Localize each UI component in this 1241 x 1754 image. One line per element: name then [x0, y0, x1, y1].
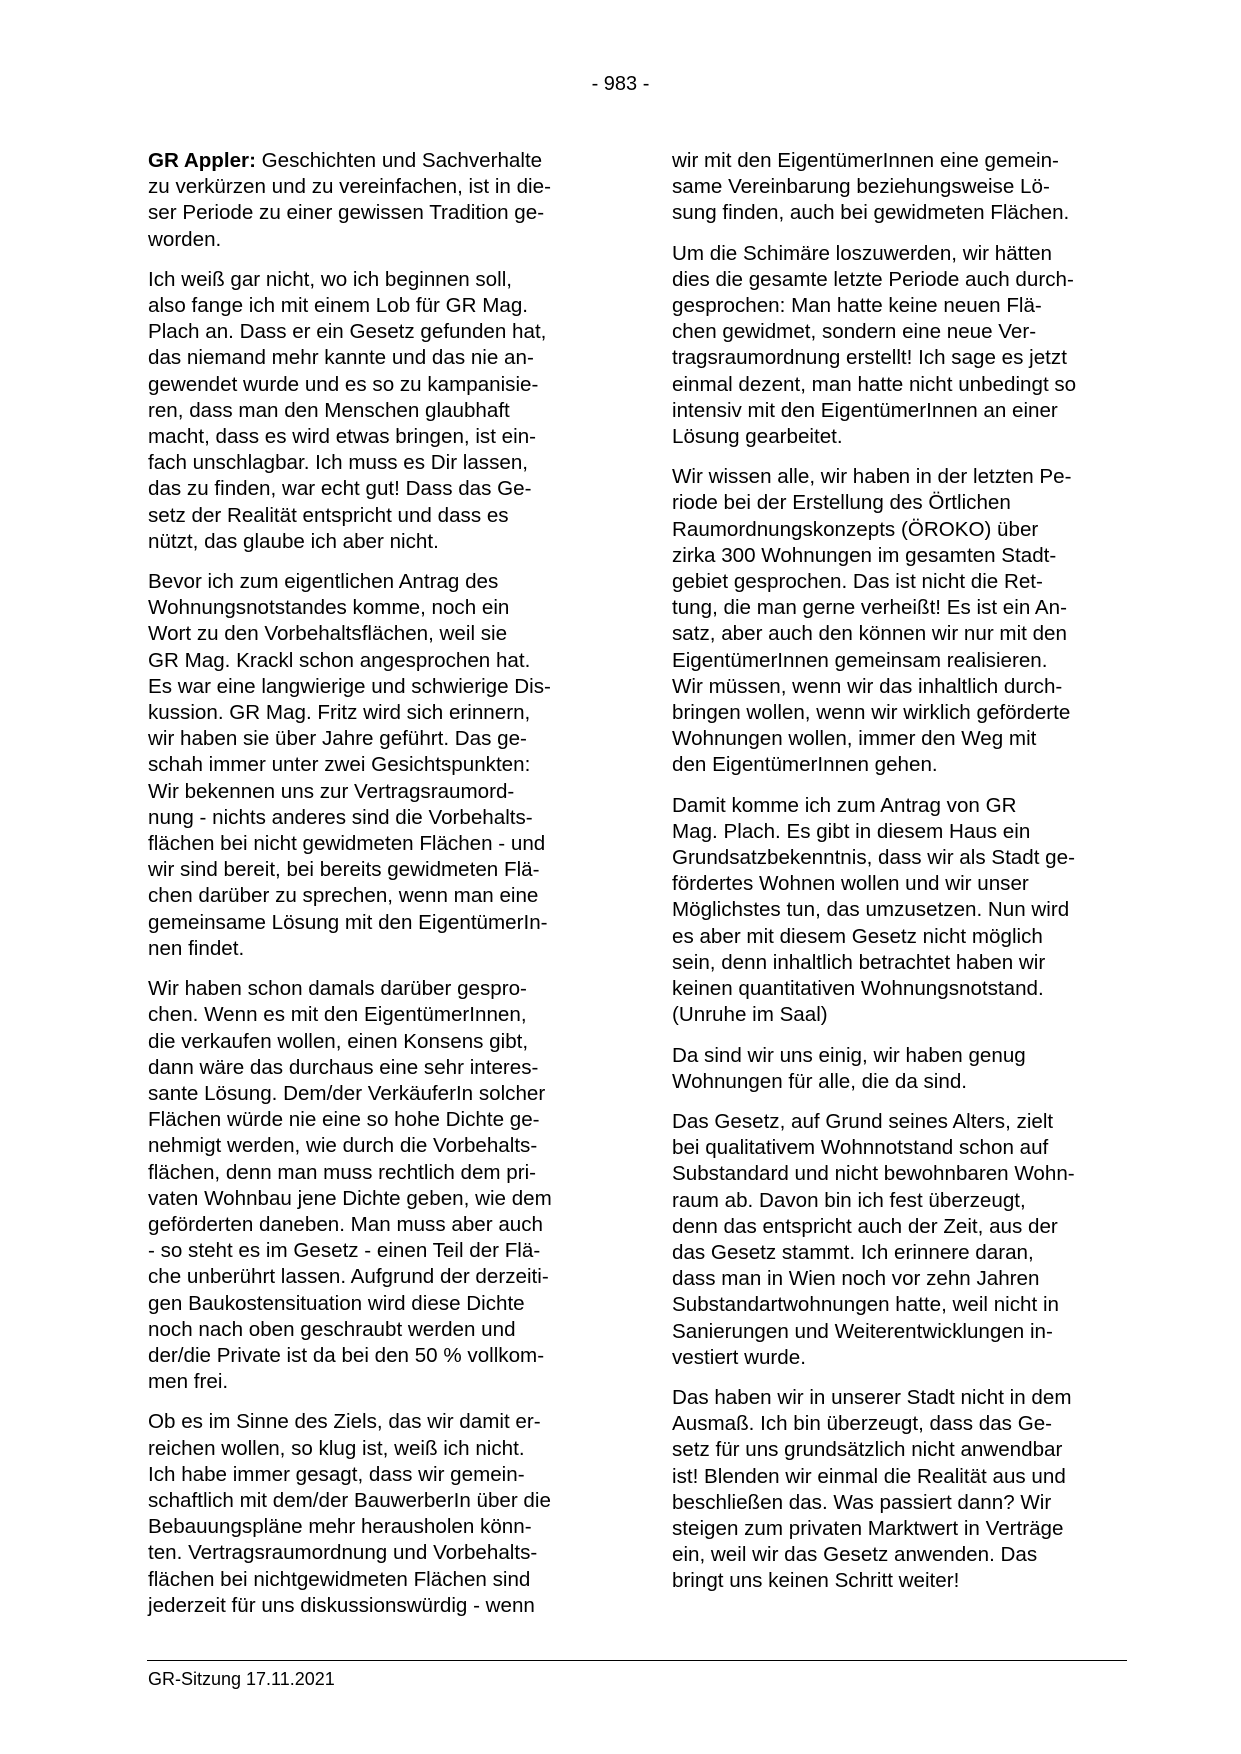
text-line: Mag. Plach. Es gibt in diesem Haus ein	[672, 819, 1031, 843]
text-line: intensiv mit den EigentümerInnen an einer	[672, 398, 1058, 422]
text-line: flächen bei nichtgewidmeten Flächen sind	[148, 1567, 531, 1591]
paragraph	[672, 148, 1132, 227]
text-line: bei qualitativem Wohnnotstand schon auf	[672, 1136, 1049, 1160]
text-line: Wir müssen, wenn wir das inhaltlich durch-	[672, 674, 1063, 698]
text-line: nützt, das glaube ich aber nicht.	[148, 529, 439, 553]
text-line: Wohnungsnotstandes komme, noch ein	[148, 596, 510, 620]
text-line: sung finden, auch bei gewidmeten Flächen.	[672, 201, 1070, 225]
text-line: der/die Private ist da bei den 50 % vollkom-	[148, 1343, 545, 1367]
paragraph	[672, 1043, 1132, 1095]
text-line: vestiert wurde.	[672, 1345, 806, 1369]
text-line: (Unruhe im Saal)	[672, 1003, 828, 1027]
text-line: Ich habe immer gesagt, dass wir gemein-	[148, 1462, 525, 1486]
text-line: das zu finden, war echt gut! Dass das Ge-	[148, 477, 532, 501]
paragraph	[148, 1409, 608, 1619]
text-line: worden.	[148, 227, 222, 251]
text-line-rest: Geschichten und Sachverhalte	[255, 149, 543, 172]
text-line: riode bei der Erstellung des Örtlichen	[672, 491, 1011, 515]
text-line: Wir wissen alle, wir haben in der letzten Pe-	[672, 465, 1072, 489]
text-line: gebiet gesprochen. Das ist nicht die Ret-	[672, 570, 1043, 594]
text-line: Wohnungen für alle, die da sind.	[672, 1069, 967, 1093]
text-line: wir haben sie über Jahre geführt. Das ge-	[148, 727, 527, 751]
paragraph	[672, 1385, 1132, 1595]
text-line: dies die gesamte letzte Periode auch durch-	[672, 267, 1074, 291]
text-line: Um die Schimäre loszuwerden, wir hätten	[672, 241, 1052, 265]
text-line: Möglichstes tun, das umzusetzen. Nun wird	[672, 898, 1070, 922]
text-line: Grundsatzbekenntnis, dass wir als Stadt ge-	[672, 846, 1075, 870]
text-line: setz der Realität entspricht und dass es	[148, 503, 509, 527]
text-line: Damit komme ich zum Antrag von GR	[672, 793, 1017, 817]
text-line: vaten Wohnbau jene Dichte geben, wie dem	[148, 1186, 552, 1210]
paragraph	[672, 241, 1132, 451]
text-line: kussion. GR Mag. Fritz wird sich erinnern,	[148, 701, 531, 725]
text-line: es aber mit diesem Gesetz nicht möglich	[672, 924, 1043, 948]
text-line: Das haben wir in unserer Stadt nicht in dem	[672, 1385, 1072, 1409]
text-line: flächen bei nicht gewidmeten Flächen - und	[148, 832, 546, 856]
text-line: Lösung gearbeitet.	[672, 425, 843, 449]
text-line: bringt uns keinen Schritt weiter!	[672, 1569, 960, 1593]
text-line: noch nach oben geschraubt werden und	[148, 1317, 516, 1341]
text-line: Wir haben schon damals darüber gespro-	[148, 977, 527, 1001]
text-line: tung, die man gerne verheißt! Es ist ein An-	[672, 596, 1067, 620]
paragraph	[672, 464, 1132, 778]
text-line: nung - nichts anderes sind die Vorbehalts-	[148, 805, 533, 829]
text-line: nen findet.	[148, 936, 245, 960]
text-line: schah immer unter zwei Gesichtspunkten:	[148, 753, 531, 777]
text-line: raum ab. Davon bin ich fest überzeugt,	[672, 1188, 1026, 1212]
text-line: Raumordnungskonzepts (ÖROKO) über	[672, 517, 1039, 541]
text-line: das niemand mehr kannte und das nie an-	[148, 346, 534, 370]
text-line: same Vereinbarung beziehungsweise Lö-	[672, 175, 1050, 199]
text-line: Wohnungen wollen, immer den Weg mit	[672, 727, 1037, 751]
text-line: gemeinsame Lösung mit den EigentümerIn-	[148, 910, 548, 934]
text-line: jederzeit für uns diskussionswürdig - wenn	[148, 1593, 535, 1617]
text-line: men frei.	[148, 1370, 229, 1394]
text-line: Ich weiß gar nicht, wo ich beginnen soll,	[148, 267, 513, 291]
text-line: sein, denn inhaltlich betrachtet haben wir	[672, 950, 1046, 974]
text-line: gewendet wurde und es so zu kampanisie-	[148, 372, 539, 396]
text-line: chen gewidmet, sondern eine neue Ver-	[672, 320, 1037, 344]
text-line: dann wäre das durchaus eine sehr interes-	[148, 1055, 539, 1079]
text-line: dass man in Wien noch vor zehn Jahren	[672, 1267, 1040, 1291]
text-line: che unberührt lassen. Aufgrund der derzeiti-	[148, 1265, 549, 1289]
text-line: fach unschlagbar. Ich muss es Dir lassen,	[148, 451, 529, 475]
paragraph	[148, 148, 608, 253]
text-line: Wir bekennen uns zur Vertragsraumord-	[148, 779, 515, 803]
text-line: wir mit den EigentümerInnen eine gemein-	[672, 149, 1059, 172]
text-line: Bebauungspläne mehr herausholen könn-	[148, 1515, 532, 1539]
text-line: Substandard und nicht bewohnbaren Wohn-	[672, 1162, 1075, 1186]
text-line: bringen wollen, wenn wir wirklich geförderte	[672, 701, 1071, 725]
text-line: das Gesetz stammt. Ich erinnere daran,	[672, 1240, 1034, 1264]
text-line: Es war eine langwierige und schwierige Dis-	[148, 674, 551, 698]
text-line: wir sind bereit, bei bereits gewidmeten Flä-	[148, 858, 540, 882]
text-line: einmal dezent, man hatte nicht unbedingt so	[672, 372, 1077, 396]
text-line: flächen, denn man muss rechtlich dem pri-	[148, 1160, 537, 1184]
text-line: Da sind wir uns einig, wir haben genug	[672, 1043, 1026, 1067]
text-line: Ob es im Sinne des Ziels, das wir damit er-	[148, 1410, 541, 1434]
text-line: Plach an. Dass er ein Gesetz gefunden hat,	[148, 320, 547, 344]
paragraph	[148, 976, 608, 1395]
page-number: - 983 -	[591, 73, 650, 95]
text-line: steigen zum privaten Marktwert in Verträge	[672, 1516, 1064, 1540]
text-line: zu verkürzen und zu vereinfachen, ist in die-	[148, 175, 551, 199]
text-line: chen darüber zu sprechen, wenn man eine	[148, 884, 539, 908]
text-line: - so steht es im Gesetz - einen Teil der Flä-	[148, 1239, 541, 1263]
paragraph	[672, 1109, 1132, 1371]
text-line: setz für uns grundsätzlich nicht anwendbar	[672, 1438, 1063, 1462]
paragraph	[148, 569, 608, 962]
text-line: also fange ich mit einem Lob für GR Mag.	[148, 294, 529, 318]
text-line: chen. Wenn es mit den EigentümerInnen,	[148, 1003, 527, 1027]
text-line: Sanierungen und Weiterentwicklungen in-	[672, 1319, 1053, 1343]
text-line: denn das entspricht auch der Zeit, aus der	[672, 1214, 1058, 1238]
text-line: EigentümerInnen gemeinsam realisieren.	[672, 648, 1048, 672]
text-line: tragsraumordnung erstellt! Ich sage es jetzt	[672, 346, 1067, 370]
text-line: gesprochen: Man hatte keine neuen Flä-	[672, 294, 1042, 318]
footer-text: GR-Sitzung 17.11.2021	[148, 1669, 335, 1689]
text-line	[148, 148, 608, 174]
text-line: reichen wollen, so klug ist, weiß ich nicht.	[148, 1436, 525, 1460]
text-line: gen Baukostensituation wird diese Dichte	[148, 1291, 525, 1315]
text-line: schaftlich mit dem/der BauwerberIn über die	[148, 1488, 551, 1512]
text-line: Flächen würde nie eine so hohe Dichte ge-	[148, 1108, 540, 1132]
text-line: ser Periode zu einer gewissen Tradition ge-	[148, 201, 545, 225]
text-line: Bevor ich zum eigentlichen Antrag des	[148, 570, 499, 594]
text-line: ten. Vertragsraumordnung und Vorbehalts-	[148, 1541, 538, 1565]
text-line: beschließen das. Was passiert dann? Wir	[672, 1490, 1052, 1514]
text-line: den EigentümerInnen gehen.	[672, 753, 938, 777]
text-line: satz, aber auch den können wir nur mit den	[672, 622, 1067, 646]
text-line: sante Lösung. Dem/der VerkäuferIn solcher	[148, 1081, 546, 1105]
text-line: ren, dass man den Menschen glaubhaft	[148, 398, 510, 422]
text-line: zirka 300 Wohnungen im gesamten Stadt-	[672, 543, 1057, 567]
text-line: ein, weil wir das Gesetz anwenden. Das	[672, 1543, 1038, 1567]
paragraph	[672, 793, 1132, 1029]
text-line: keinen quantitativen Wohnungsnotstand.	[672, 977, 1044, 1001]
text-line: Substandartwohnungen hatte, weil nicht in	[672, 1293, 1059, 1317]
text-line: fördertes Wohnen wollen und wir unser	[672, 872, 1029, 896]
text-line: macht, dass es wird etwas bringen, ist ein-	[148, 425, 537, 449]
speaker-name: GR Appler:	[148, 149, 256, 172]
left-column	[148, 148, 608, 1633]
text-line: die verkaufen wollen, einen Konsens gibt,	[148, 1029, 529, 1053]
right-column	[672, 148, 1132, 1609]
text-line: ist! Blenden wir einmal die Realität aus und	[672, 1464, 1066, 1488]
text-line: nehmigt werden, wie durch die Vorbehalts-	[148, 1134, 538, 1158]
footer-rule	[147, 1660, 1127, 1661]
text-line: Ausmaß. Ich bin überzeugt, dass das Ge-	[672, 1412, 1053, 1436]
text-line: GR Mag. Krackl schon angesprochen hat.	[148, 648, 531, 672]
text-line: geförderten daneben. Man muss aber auch	[148, 1212, 543, 1236]
paragraph	[148, 267, 608, 555]
text-line: Das Gesetz, auf Grund seines Alters, zielt	[672, 1109, 1054, 1133]
text-line: Wort zu den Vorbehaltsflächen, weil sie	[148, 622, 508, 646]
